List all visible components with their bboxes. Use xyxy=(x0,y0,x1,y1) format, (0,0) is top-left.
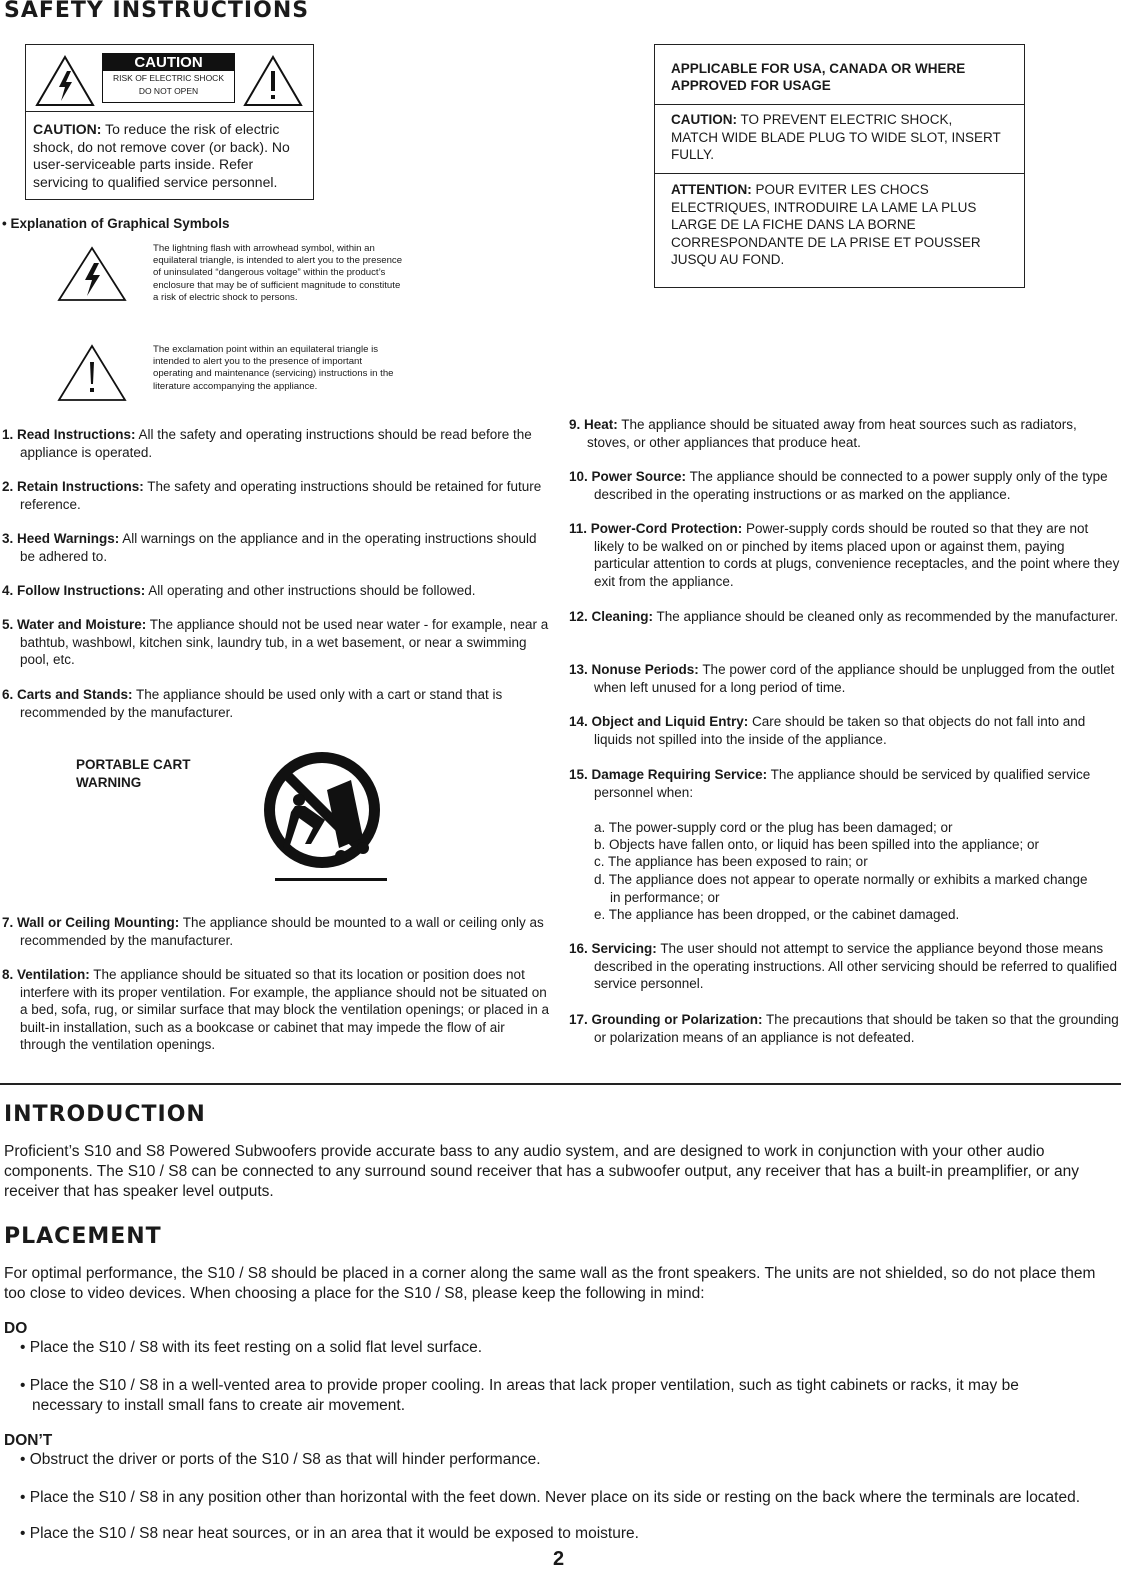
item-text: The precautions that should be taken so that the grounding or polarization means of an appliance is not defeated. xyxy=(594,1012,1119,1045)
dont-heading: DON’T xyxy=(4,1432,53,1449)
portable-cart-warning-icon xyxy=(259,748,391,888)
item-label: 17. Grounding or Polarization: xyxy=(569,1012,763,1027)
list-item xyxy=(2,426,550,461)
item-text: Care should be taken so that objects do not fall into and liquids not spilled into the inside of the appliance. xyxy=(594,714,1086,747)
list-item xyxy=(569,468,1121,503)
item-text: All warnings on the appliance and in the operating instructions should be adhered to. xyxy=(20,531,537,564)
item-label: 16. Servicing: xyxy=(569,941,657,956)
damage-subitem: e. The appliance has been dropped, or the cabinet damaged. xyxy=(594,907,960,922)
item-label: 6. Carts and Stands: xyxy=(2,687,133,702)
list-item xyxy=(569,940,1121,993)
item-label: 5. Water and Moisture: xyxy=(2,617,147,632)
placement-title: PLACEMENT xyxy=(4,1224,162,1249)
applicable-attention-text: POUR EVITER LES CHOCS ELECTRIQUES, INTRODUIRE LA LAME LA PLUS LARGE DE LA FICHE DANS LA BORNE CORRESPONDANTE DE LA PRISE ET POUSSER JUSQU AU FOND. xyxy=(671,182,981,267)
page-title: SAFETY INSTRUCTIONS xyxy=(4,0,310,23)
do-item: • Place the S10 / S8 in a well-vented area to provide proper cooling. In areas that lack proper ventilation, such as tight cabinets or racks, it may be necessary to install small fans to create air movement. xyxy=(20,1377,1019,1414)
list-item xyxy=(2,914,550,949)
applicable-title xyxy=(671,60,1016,94)
list-item xyxy=(569,520,1121,590)
list-item xyxy=(569,661,1121,696)
cart-warning-label xyxy=(76,756,191,792)
item-label: 7. Wall or Ceiling Mounting: xyxy=(2,915,180,930)
item-text: The safety and operating instructions should be retained for future reference. xyxy=(20,479,542,512)
caution-label-line2: DO NOT OPEN xyxy=(138,86,199,96)
item-label: 13. Nonuse Periods: xyxy=(569,662,699,677)
applicable-box xyxy=(654,44,1025,288)
list-item xyxy=(2,530,550,565)
item-text: The appliance should be serviced by qualified service personnel when: xyxy=(594,767,1091,800)
caution-box xyxy=(25,44,314,200)
applicable-caution-text: TO PREVENT ELECTRIC SHOCK, MATCH WIDE BLADE PLUG TO WIDE SLOT, INSERT FULLY. xyxy=(671,112,1001,162)
page-number: 2 xyxy=(553,1548,565,1570)
item-text: The appliance should be used only with a cart or stand that is recommended by the manufacturer. xyxy=(20,687,503,720)
list-item xyxy=(2,582,550,600)
list-item xyxy=(569,608,1121,626)
item-text: The power cord of the appliance should be unplugged from the outlet when left unused for a long period of time. xyxy=(594,662,1115,695)
dont-item: • Obstruct the driver or ports of the S10 / S8 as that will hinder performance. xyxy=(20,1451,541,1468)
caution-divider xyxy=(26,111,313,112)
item-label: 2. Retain Instructions: xyxy=(2,479,144,494)
exclamation-symbol-icon xyxy=(57,344,127,402)
list-item xyxy=(2,686,550,721)
caution-label-line1: RISK OF ELECTRIC SHOCK xyxy=(113,73,224,83)
item-label: 15. Damage Requiring Service: xyxy=(569,767,768,782)
item-label: 9. Heat: xyxy=(569,417,618,432)
item-text: All the safety and operating instructions should be read before the appliance is operated. xyxy=(20,427,532,460)
applicable-attention xyxy=(671,181,1001,269)
item-text: The appliance should be mounted to a wall or ceiling only as recommended by the manufacturer. xyxy=(20,915,544,948)
dont-item: • Place the S10 / S8 in any position other than horizontal with the feet down. Never place on its side or resting on the back where the terminals are located. xyxy=(20,1489,1081,1506)
damage-subitem: c. The appliance has been exposed to rain; or xyxy=(594,854,868,869)
item-label: 4. Follow Instructions: xyxy=(2,583,146,598)
applicable-divider-2 xyxy=(655,173,1024,174)
item-label: 3. Heed Warnings: xyxy=(2,531,120,546)
list-item xyxy=(2,616,550,669)
item-label: 8. Ventilation: xyxy=(2,967,90,982)
introduction-title: INTRODUCTION xyxy=(4,1102,206,1127)
caution-text-bold: CAUTION: xyxy=(33,121,102,137)
cart-warning-line1: PORTABLE CART xyxy=(76,757,191,772)
applicable-attention-bold: ATTENTION: xyxy=(671,182,752,197)
item-label: 12. Cleaning: xyxy=(569,609,654,624)
section-divider xyxy=(0,1083,1121,1085)
symbols-heading: • Explanation of Graphical Symbols xyxy=(2,216,230,231)
exclamation-symbol-text: The exclamation point within an equilateral triangle is intended to alert you to the presence of important operating and maintenance (servicing) instructions in the literature accompanying the appliance. xyxy=(153,344,394,392)
caution-label-title: CAUTION xyxy=(103,54,234,71)
cart-warning-line2: WARNING xyxy=(76,775,142,790)
item-text: The appliance should be cleaned only as recommended by the manufacturer. xyxy=(656,609,1119,624)
exclamation-warning-icon xyxy=(243,55,303,107)
list-item xyxy=(569,766,1121,801)
list-item xyxy=(569,1011,1121,1046)
dont-item: • Place the S10 / S8 near heat sources, or in an area that it would be exposed to moisture. xyxy=(20,1525,639,1542)
item-label: 11. Power-Cord Protection: xyxy=(569,521,743,536)
item-text: Power-supply cords should be routed so that they are not likely to be walked on or pinched by items placed upon or against them, paying particular attention to cords at plugs, convenience receptacles, and the point where they exit from the appliance. xyxy=(594,521,1120,589)
list-item xyxy=(2,478,550,513)
placement-text: For optimal performance, the S10 / S8 should be placed in a corner along the same wall as the front speakers. The units are not shielded, so do not place them too close to video devices. When choosing a place for the S10 / S8, please keep the following in mind: xyxy=(4,1265,1096,1302)
caution-label xyxy=(102,53,235,103)
applicable-divider-1 xyxy=(655,104,1024,105)
list-item xyxy=(569,416,1121,451)
applicable-title-line2: APPROVED FOR USAGE xyxy=(671,78,831,93)
applicable-caution xyxy=(671,111,1001,164)
item-text: The appliance should be connected to a power supply only of the type described in the operating instructions or as marked on the appliance. xyxy=(594,469,1108,502)
introduction-text: Proficient’s S10 and S8 Powered Subwoofers provide accurate bass to any audio system, and are designed to work in conjunction with your other audio components. The S10 / S8 can be connected to any surround sound receiver that has a subwoofer output, any receiver that has a built-in preamplifier, or any receiver that has speaker level outputs. xyxy=(4,1143,1080,1200)
item-label: 1. Read Instructions: xyxy=(2,427,136,442)
lightning-warning-icon xyxy=(35,55,95,107)
item-text: The appliance should be situated so that its location or position does not interfere with its proper ventilation. For example, the appliance should not be situated on a bed, sofa, rug, or similar surface that may block the ventilation openings; or placed in a built-in installation, such as a bookcase or cabinet that may impede the flow of air through the ventilation openings. xyxy=(20,967,550,1052)
damage-subitem: d. The appliance does not appear to operate normally or exhibits a marked change in performance; or xyxy=(594,872,1088,905)
damage-subitem: a. The power-supply cord or the plug has been damaged; or xyxy=(594,820,953,835)
lightning-symbol-text: The lightning flash with arrowhead symbol, within an equilateral triangle, is intended to alert you to the presence of uninsulated “dangerous voltage” within the product’s enclosure that may be of sufficient magnitude to constitute a risk of electric shock to persons. xyxy=(153,243,403,303)
do-item: • Place the S10 / S8 with its feet resting on a solid flat level surface. xyxy=(20,1339,483,1356)
item-label: 14. Object and Liquid Entry: xyxy=(569,714,749,729)
item-text: The user should not attempt to service the appliance beyond those means described in the operating instructions. All other servicing should be referred to qualified service personnel. xyxy=(594,941,1118,991)
caution-text-body: To reduce the risk of electric shock, do not remove cover (or back). No user-serviceable parts inside. Refer servicing to qualified service personnel. xyxy=(33,121,290,190)
list-item xyxy=(2,966,550,1054)
applicable-caution-bold: CAUTION: xyxy=(671,112,737,127)
item-text: All operating and other instructions should be followed. xyxy=(148,583,476,598)
caution-text xyxy=(33,121,305,191)
damage-subitem: b. Objects have fallen onto, or liquid has been spilled into the appliance; or xyxy=(594,837,1040,852)
applicable-title-line1: APPLICABLE FOR USA, CANADA OR WHERE xyxy=(671,61,966,76)
list-item xyxy=(569,713,1121,748)
lightning-symbol-icon xyxy=(57,246,127,302)
item-label: 10. Power Source: xyxy=(569,469,687,484)
item-text: The appliance should not be used near water - for example, near a bathtub, washbowl, kitchen sink, laundry tub, in a wet basement, or near a swimming pool, etc. xyxy=(20,617,549,667)
do-heading: DO xyxy=(4,1320,28,1337)
item-text: The appliance should be situated away from heat sources such as radiators, stoves, or other appliances that produce heat. xyxy=(587,417,1077,450)
